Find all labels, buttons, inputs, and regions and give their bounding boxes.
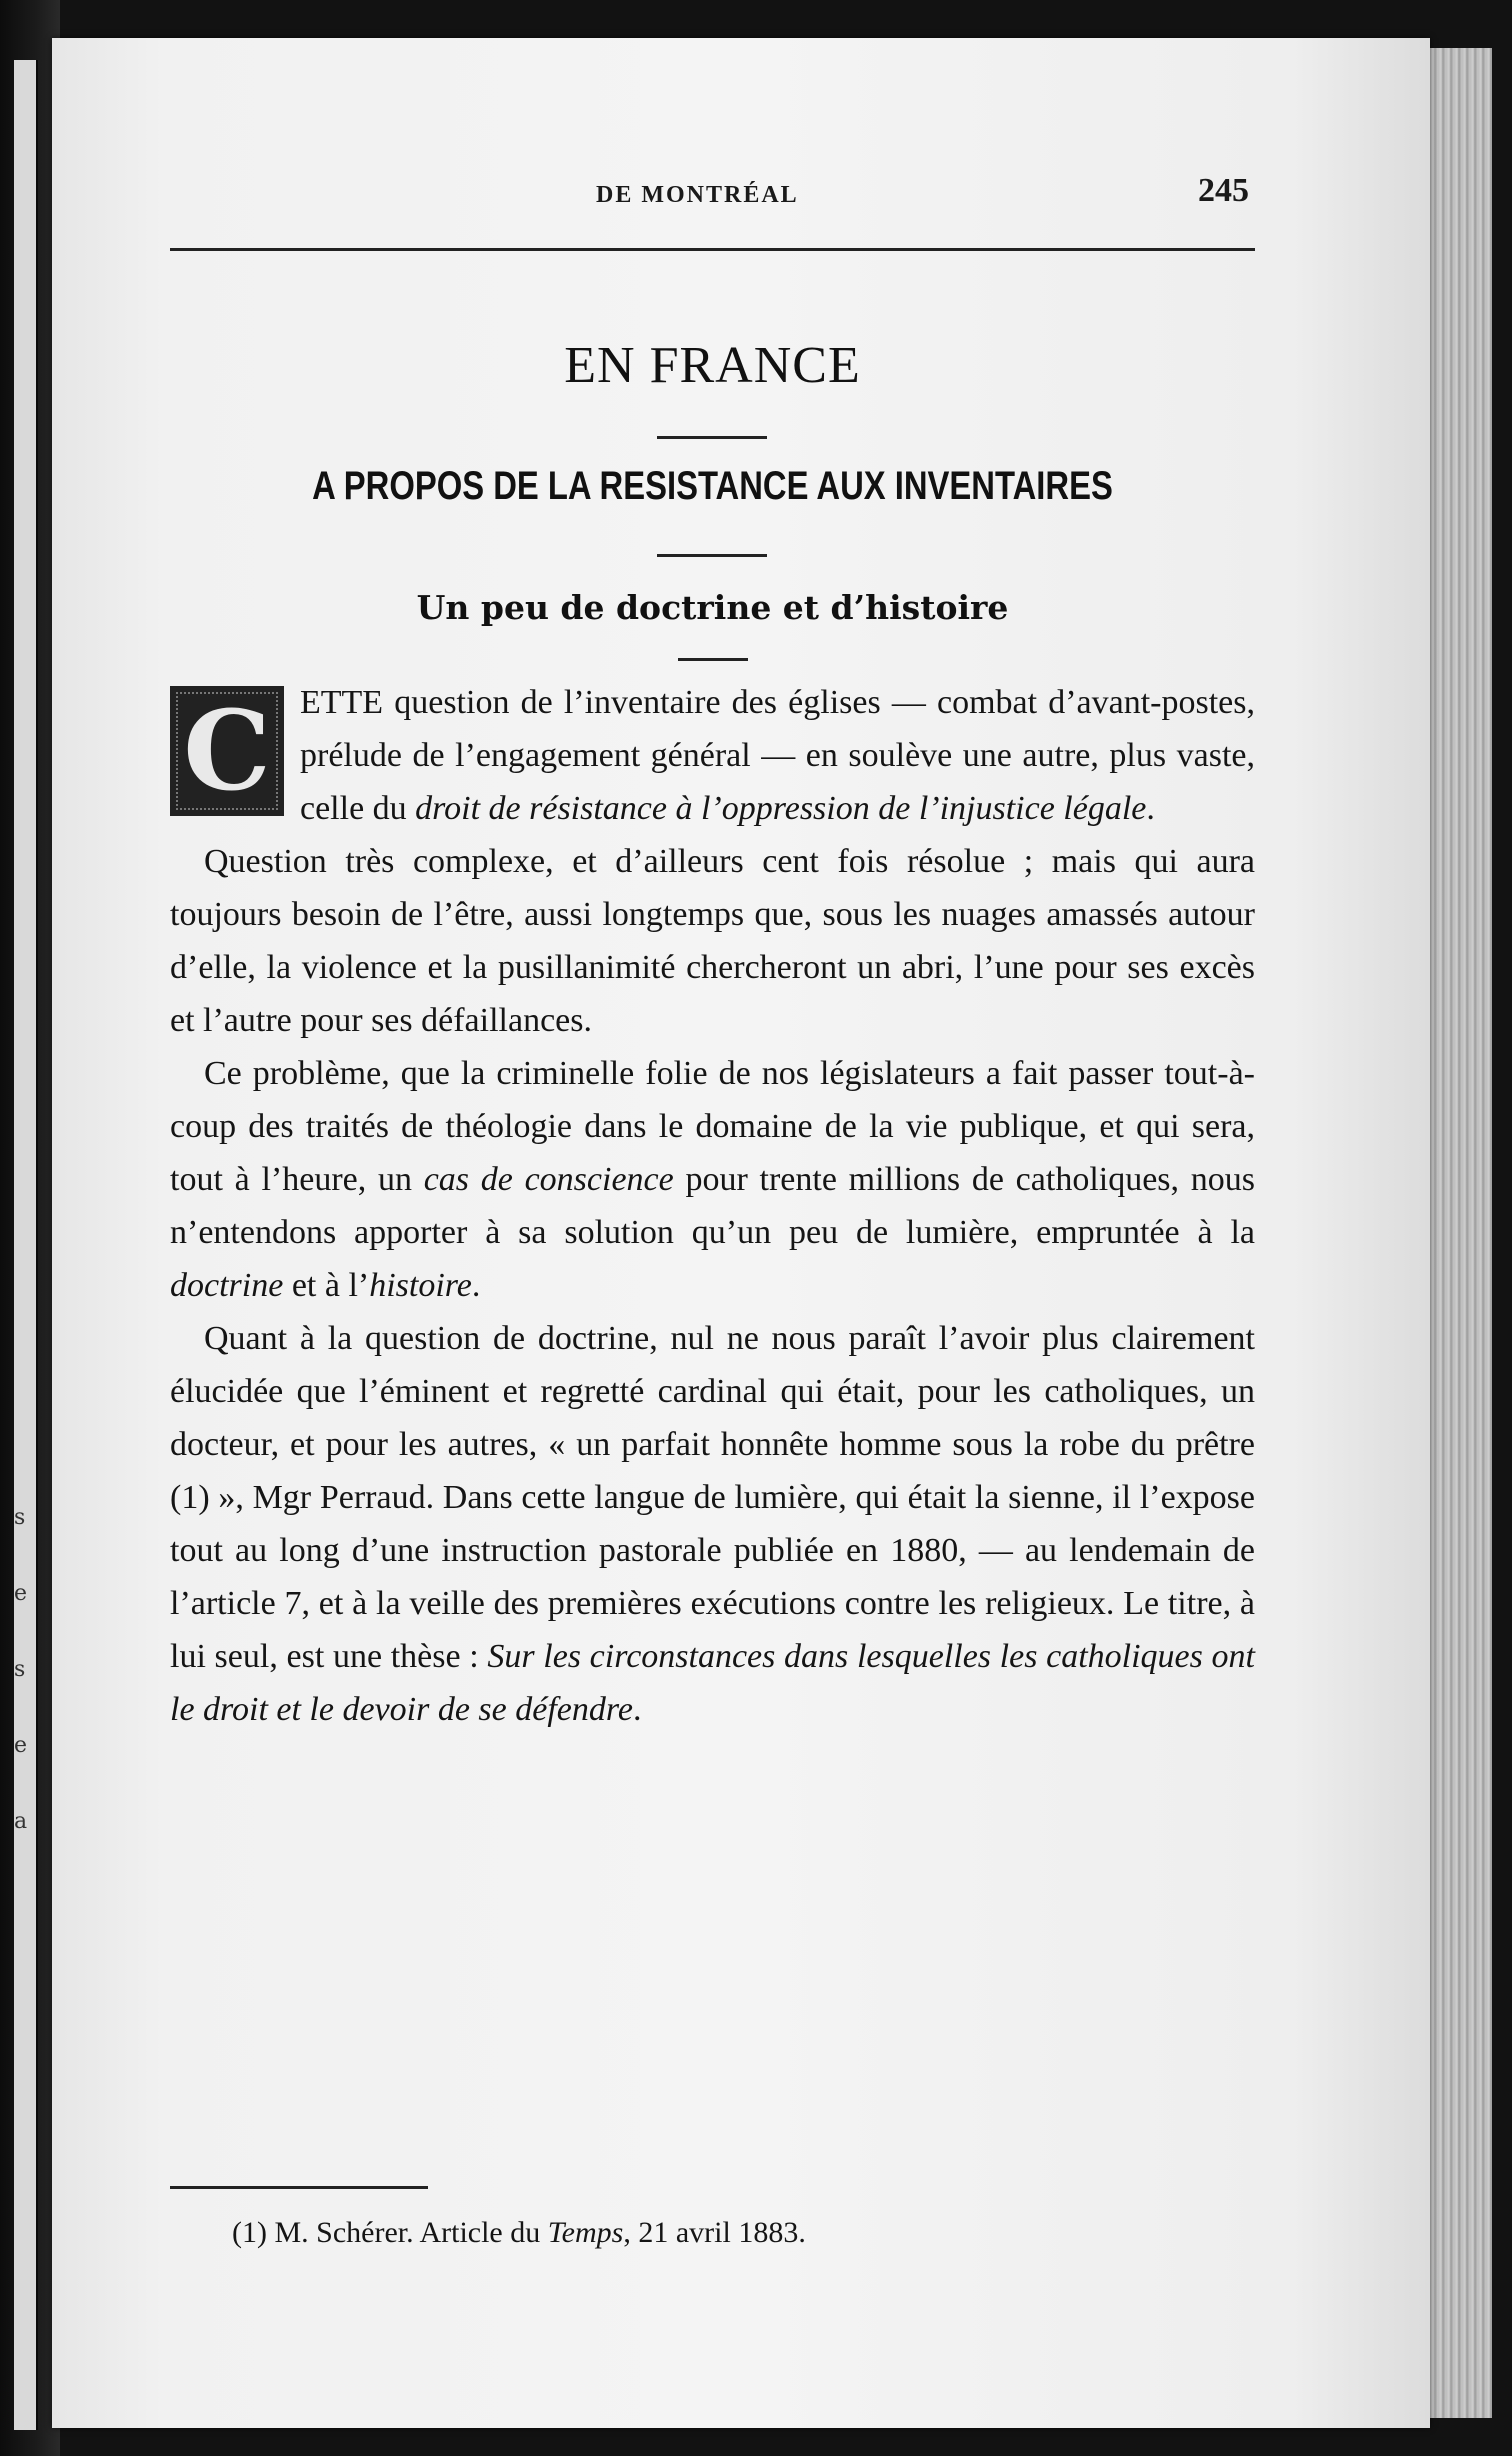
subtitle-end-rule bbox=[678, 658, 748, 661]
paragraph-text: Ce problème, que la criminelle folie de nos législateurs a fait passer tout-à-coup des traités de théologie dans le domaine de la vie publique, et qui sera, tout à l’heure, un bbox=[170, 1055, 1255, 1198]
article-title: A PROPOS DE LA RESISTANCE AUX INVENTAIRES bbox=[312, 464, 1113, 508]
paragraph-1 bbox=[170, 676, 1255, 835]
footnote-text: , 21 avril 1883. bbox=[623, 2216, 806, 2249]
margin-letter: s bbox=[14, 1505, 26, 1530]
paragraph-4 bbox=[170, 1312, 1255, 1736]
emphasis-text: doctrine bbox=[170, 1267, 284, 1304]
paragraph-text: pour trente millions de catholiques, nous n’entendons apporter à sa solution qu’un peu de lumière, empruntée à la bbox=[170, 1161, 1255, 1251]
emphasis-text: droit de résistance à l’oppression de l’injustice légale bbox=[415, 790, 1147, 827]
article-subtitle: Un peu de doctrine et d’histoire bbox=[416, 588, 1009, 627]
paragraph-text: . bbox=[471, 1267, 481, 1304]
paragraph-2: Question très complexe, et d’ailleurs cent fois résolue ; mais qui aura toujours besoin de l’être, aussi longtemps que, sous les nuages amassés autour d’elle, la violence et la pusillanimité chercheront un abri, l’une pour ses excès et l’autre pour ses défaillances. bbox=[170, 843, 1255, 1039]
footnote-emphasis: Temps bbox=[547, 2216, 624, 2249]
paragraph-3 bbox=[170, 1047, 1255, 1312]
margin-letter: a bbox=[14, 1809, 28, 1834]
paragraph-text: et à l’ bbox=[283, 1267, 370, 1304]
emphasis-text: histoire bbox=[369, 1267, 472, 1304]
paragraph-text: . bbox=[632, 1691, 642, 1728]
running-title: DE MONTRÉAL bbox=[596, 182, 799, 208]
article-body bbox=[170, 676, 1255, 1736]
emphasis-text: Sur les circonstances dans lesquelles les catholiques ont le droit et le devoir de se défendre bbox=[170, 1638, 1255, 1728]
header-rule bbox=[170, 248, 1255, 251]
section-title: EN FRANCE bbox=[564, 337, 861, 394]
emphasis-text: cas de conscience bbox=[423, 1161, 674, 1198]
margin-letter: s bbox=[14, 1657, 26, 1682]
footnote-text: (1) M. Schérer. Article du bbox=[232, 2216, 548, 2249]
margin-letter: e bbox=[14, 1733, 28, 1758]
page bbox=[52, 38, 1430, 2428]
subtitle-rule bbox=[657, 554, 767, 557]
margin-letter: e bbox=[14, 1581, 28, 1606]
paragraph-text: ETTE question de l’inventaire des églises — combat d’avant-postes, prélude de l’engagement général — en soulève une autre, plus vaste, celle du bbox=[300, 684, 1255, 827]
paragraph-text: . bbox=[1146, 790, 1155, 827]
footnote bbox=[232, 2216, 1232, 2250]
paragraph-text: Quant à la question de doctrine, nul ne nous paraît l’avoir plus clairement élucidée que l’éminent et regretté cardinal qui était, pour les catholiques, un docteur, et pour les autres, « un parfait honnête homme sous la robe du prêtre (1) », Mgr Perraud. Dans cette langue de lumière, qui était la sienne, il l’expose tout au long d’une instruction pastorale publiée en 1880, — au lendemain de l’article 7, et à la veille des premières exécutions contre les religieux. Le titre, à lui seul, est une thèse : bbox=[170, 1320, 1255, 1675]
footnote-rule bbox=[170, 2186, 428, 2189]
previous-page-edge bbox=[14, 60, 38, 2430]
page-number: 245 bbox=[1198, 172, 1249, 209]
title-rule bbox=[657, 436, 767, 439]
initial-letter: C bbox=[183, 686, 271, 815]
page-edge-stack bbox=[1430, 48, 1492, 2418]
previous-page-letters bbox=[14, 1480, 36, 1860]
ornamental-initial bbox=[170, 686, 284, 816]
